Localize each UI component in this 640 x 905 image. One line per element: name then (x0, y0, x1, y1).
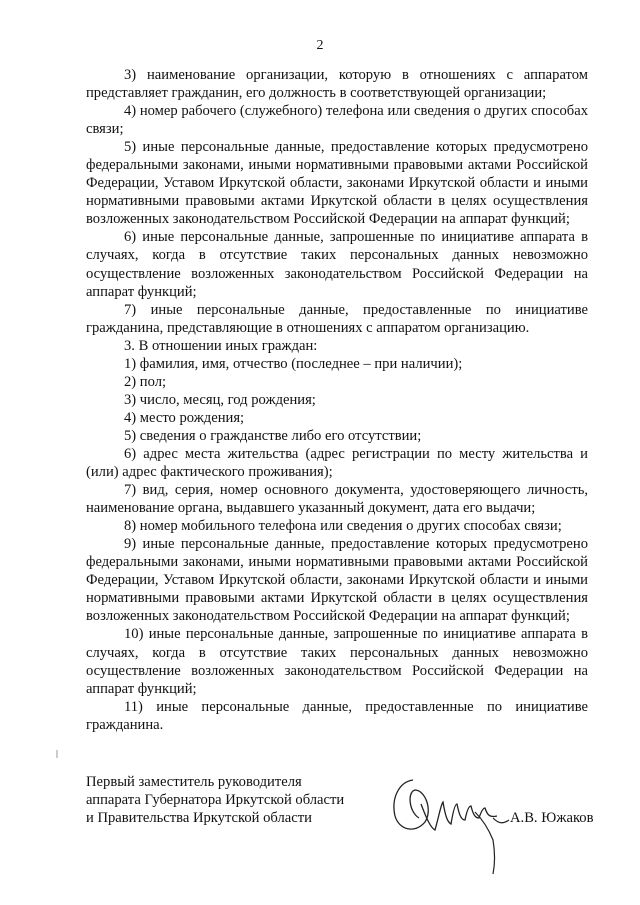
paragraph: 8) номер мобильного телефона или сведения о других способах связи; (124, 518, 562, 535)
paragraph: 6) адрес места жительства (адрес регистрации по месту жительства и (или) адрес фактического проживания); (86, 445, 588, 481)
paragraph: 5) сведения о гражданстве либо его отсутствии; (124, 427, 422, 444)
paragraph: 5) иные персональные данные, предоставление которых предусмотрено федеральными законами, иными нормативными правовыми актами Российской Федерации, Уставом Иркутской области, законами Иркутской области и иными нормативными правовыми актами Иркутской области в целях осуществления возложенных законодательством Российской Федерации на аппарат функций; (86, 139, 588, 228)
paragraph: 4) место рождения; (124, 409, 245, 426)
page-number: 2 (316, 38, 324, 53)
margin-mark (56, 750, 58, 758)
signatory-line: Первый заместитель руководителя (86, 774, 302, 790)
signatory-line: и Правительства Иркутской области (86, 810, 312, 826)
paragraph: 3) число, месяц, год рождения; (124, 391, 316, 408)
paragraph: 2) пол; (124, 373, 167, 390)
document-body (86, 66, 588, 734)
paragraph: 6) иные персональные данные, запрошенные по инициативе аппарата в случаях, когда в отсутствие таких персональных данных невозможно осуществление возложенных законодательством Российской Федерации на аппарат функций; (86, 229, 588, 300)
signatory-name: А.В. Южаков (510, 810, 594, 826)
paragraph: 4) номер рабочего (служебного) телефона или сведения о других способах связи; (86, 103, 588, 138)
paragraph: 7) иные персональные данные, предоставленные по инициативе гражданина, представляющие в отношениях с аппаратом организацию. (86, 301, 588, 336)
paragraph: 10) иные персональные данные, запрошенные по инициативе аппарата в случаях, когда в отсутствие таких персональных данных невозможно осуществление возложенных законодательством Российской Федерации на аппарат функций; (86, 626, 588, 697)
paragraph: 9) иные персональные данные, предоставление которых предусмотрено федеральными законами, иными нормативными правовыми актами Российской Федерации, Уставом Иркутской области, законами Иркутской области и иными нормативными правовыми актами Иркутской области в целях осуществления возложенных законодательством Российской Федерации на аппарат функций; (86, 536, 588, 625)
section-heading: 3. В отношении иных граждан: (124, 337, 318, 354)
paragraph: 3) наименование организации, которую в отношениях с аппаратом представляет гражданин, его должность в соответствующей организации; (86, 67, 588, 102)
paragraph: 1) фамилия, имя, отчество (последнее – при наличии); (124, 355, 463, 372)
paragraph: 7) вид, серия, номер основного документа, удостоверяющего личность, наименование органа, выдавшего указанный документ, дата его выдачи; (86, 482, 588, 517)
paragraph: 11) иные персональные данные, предоставленные по инициативе гражданина. (86, 698, 588, 733)
signatory-title (86, 773, 396, 827)
handwritten-signature (385, 768, 525, 878)
signatory-line: аппарата Губернатора Иркутской области (86, 792, 345, 808)
